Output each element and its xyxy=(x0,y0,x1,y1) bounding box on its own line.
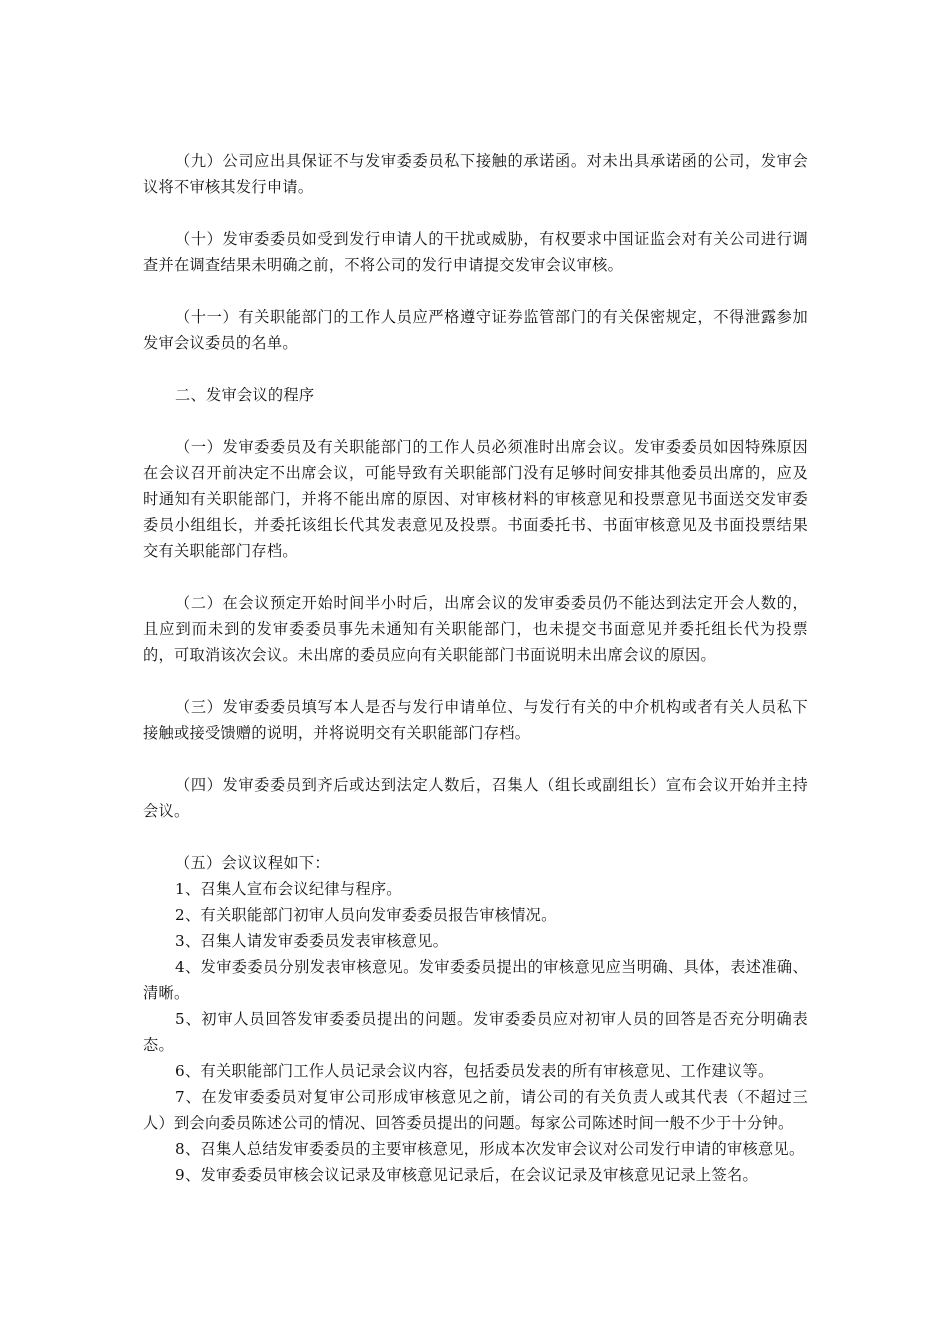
paragraph-ten: （十）发审委委员如受到发行申请人的干扰或威胁，有权要求中国证监会对有关公司进行调查并在调查结果未明确之前，不将公司的发行申请提交发审会议审核。 xyxy=(143,230,808,274)
agenda-heading: （五）会议议程如下： xyxy=(175,854,330,872)
agenda-item: 5、初审人员回答发审委委员提出的问题。发审委委员应对初审人员的回答是否充分明确表态。 xyxy=(143,1010,808,1054)
agenda-item: 2、有关职能部门初审人员向发审委委员报告审核情况。 xyxy=(175,906,557,924)
procedure-paragraph-one: （一）发审委委员及有关职能部门的工作人员必须准时出席会议。发审委委员如因特殊原因在会议召开前决定不出席会议，可能导致有关职能部门没有足够时间安排其他委员出席的，应及时通知有关职能部门，并将不能出席的原因、对审核材料的审核意见和投票意见书面送交发审委委员小组组长，并委托该组长代其发表意见及投票。书面委托书、书面审核意见及书面投票结果交有关职能部门存档。 xyxy=(143,438,808,560)
agenda-item: 6、有关职能部门工作人员记录会议内容，包括委员发表的所有审核意见、工作建议等。 xyxy=(175,1062,774,1080)
agenda-item: 9、发审委委员审核会议记录及审核意见记录后，在会议记录及审核意见记录上签名。 xyxy=(175,1166,758,1184)
procedure-paragraph-two: （二）在会议预定开始时间半小时后，出席会议的发审委委员仍不能达到法定开会人数的，且应到而未到的发审委委员事先未通知有关职能部门，也未提交书面意见并委托组长代为投票的，可取消该次会议。未出席的委员应向有关职能部门书面说明未出席会议的原因。 xyxy=(143,594,808,664)
section-two-heading: 二、发审会议的程序 xyxy=(175,386,315,404)
agenda-item: 3、召集人请发审委委员发表审核意见。 xyxy=(175,932,449,950)
agenda-item: 8、召集人总结发审委委员的主要审核意见，形成本次发审会议对公司发行申请的审核意见。 xyxy=(175,1140,805,1158)
agenda-item: 4、发审委委员分别发表审核意见。发审委委员提出的审核意见应当明确、具体，表述准确、清晰。 xyxy=(143,958,808,1002)
procedure-paragraph-four: （四）发审委委员到齐后或达到法定人数后，召集人（组长或副组长）宣布会议开始并主持会议。 xyxy=(143,776,808,820)
paragraph-nine: （九）公司应出具保证不与发审委委员私下接触的承诺函。对未出具承诺函的公司，发审会议将不审核其发行申请。 xyxy=(143,152,808,196)
agenda-item: 7、在发审委委员对复审公司形成审核意见之前，请公司的有关负责人或其代表（不超过三人）到会向委员陈述公司的情况、回答委员提出的问题。每家公司陈述时间一般不少于十分钟。 xyxy=(143,1088,808,1132)
procedure-paragraph-three: （三）发审委委员填写本人是否与发行申请单位、与发行有关的中介机构或者有关人员私下接触或接受馈赠的说明，并将说明交有关职能部门存档。 xyxy=(143,698,808,742)
agenda-item: 1、召集人宣布会议纪律与程序。 xyxy=(175,880,402,898)
paragraph-eleven: （十一）有关职能部门的工作人员应严格遵守证券监管部门的有关保密规定，不得泄露参加发审会议委员的名单。 xyxy=(143,308,808,352)
document-body xyxy=(143,148,808,1188)
